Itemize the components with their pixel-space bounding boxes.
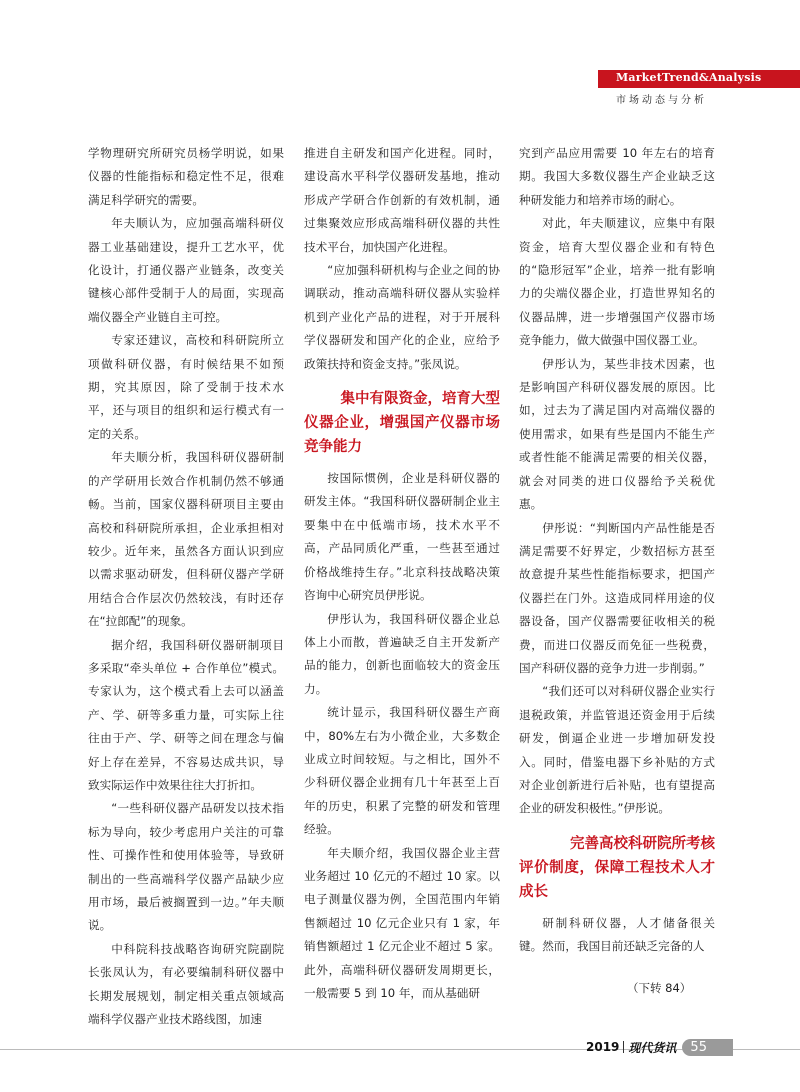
paragraph: 研制科研仪器，人才储备很关键。然而，我国目前还缺乏完备的人 [519, 915, 715, 954]
paragraph: 专家还建议，高校和科研院所立项做科研仪器，有时候结果不如预期，究其原因，除了受制于技术水平，还与项目的组织和运行模式有一定的关系。 [88, 333, 284, 441]
paragraph: 年夫顺介绍，我国仪器企业主营业务超过 10 亿元的不超过 10 家。以电子测量仪器为例，全国范围内年销售额超过 10 亿元企业只有 1 家，年销售额超过 1 亿元企业不超过 5 家。此外，高端科研仪器研发周期更长，一般需要 5 到 10 年，而从基础研 [304, 845, 500, 1000]
page-footer [586, 1037, 733, 1057]
footer-separator [623, 1041, 624, 1053]
paragraph: 年夫顺认为，应加强高端科研仪器工业基础建设，提升工艺水平，优化设计，打通仪器产业链条，改变关键核心部件受制于人的局面，实现高端仪器全产业链自主可控。 [88, 216, 284, 324]
section-heading-2 [519, 832, 715, 904]
paragraph: 对此，年夫顺建议，应集中有限资金，培育大型仪器企业和有特色的“隐形冠军”企业，培养一批有影响力的尖端仪器企业，打造世界知名的仪器品牌，进一步增强国产仪器市场竞争能力，做大做强中国仪器工业。 [519, 216, 715, 348]
section-heading-line: 评价制度，保障工程技术人才成长 [519, 859, 715, 900]
paragraph: 究到产品应用需要 10 年左右的培育期。我国大多数仪器生产企业缺乏这种研发能力和培养市场的耐心。 [519, 146, 715, 207]
paragraph: 中科院科技战略咨询研究院副院长张凤认为，有必要编制科研仪器中长期发展规划，制定相关重点领域高端科学仪器产业技术路线图，加速 [88, 941, 284, 1027]
paragraph: 伊彤认为，我国科研仪器企业总体上小而散，普遍缺乏自主开发新产品的能力，创新也面临较大的资金压力。 [304, 611, 500, 696]
section-heading-line: 集中有限资金，培育大型 [340, 391, 500, 408]
section-header-cn: 市场动态与分析 [616, 95, 707, 106]
column-2 [304, 142, 500, 1005]
paragraph: “一些科研仪器产品研发以技术指标为导向，较少考虑用户关注的可靠性、可操作性和使用体验等，导致研制出的一些高端科学仪器产品缺少应用市场，最后被搁置到一边。”年夫顺说。 [88, 801, 284, 933]
section-heading-1 [304, 387, 500, 459]
paragraph: 据介绍，我国科研仪器研制项目多采取“牵头单位 + 合作单位”模式。专家认为，这个模式看上去可以涵盖产、学、研等多重力量，可实际上往往由于产、学、研等之间在理念与偏好上存在差异，不容易达成共识，导致实际运作中效果往往大打折扣。 [88, 637, 284, 792]
paragraph: 按国际惯例，企业是科研仪器的研发主体。“我国科研仪器研制企业主要集中在中低端市场，技术水平不高，产品同质化严重，一些甚至通过价格战维持生存。”北京科技战略决策咨询中心研究员伊彤说。 [304, 471, 500, 603]
paragraph: 伊彤说：“判断国内产品性能是否满足需要不好界定，少数招标方甚至故意提升某些性能指标要求，把国产仪器拦在门外。这造成同样用途的仪器设备，国产仪器需要征收相关的税费，而进口仪器反而免征一些税费，国产科研仪器的竞争力进一步削弱。” [519, 520, 715, 675]
column-1 [88, 142, 284, 1031]
footer-year: 2019 [586, 1040, 620, 1054]
paragraph: “应加强科研机构与企业之间的协调联动，推动高端科研仪器从实验样机到产业化产品的进程，对于开展科学仪器研发和国产化的企业，应给予政策扶持和资金支持。”张凤说。 [304, 263, 500, 371]
magazine-name: 现代货讯 [628, 1040, 677, 1055]
column-3 [519, 142, 715, 959]
paragraph: 统计显示，我国科研仪器生产商中，80%左右为小微企业，大多数企业成立时间较短。与之相比，国外不少科研仪器企业拥有几十年甚至上百年的历史，积累了完整的研发和管理经验。 [304, 705, 500, 837]
paragraph: 年夫顺分析，我国科研仪器研制的产学研用长效合作机制仍然不够通畅。当前，国家仪器科研项目主要由高校和科研院所承担，企业承担相对较少。近年来，虽然各方面认识到应以需求驱动研发，但科研仪器产学研用结合合作层次仍然较浅，有时还存在“拉郎配”的现象。 [88, 450, 284, 629]
section-heading-line: 完善高校科研院所考核 [570, 835, 715, 852]
section-header-en: MarketTrend&Analysis [616, 71, 762, 84]
paragraph: 学物理研究所研究员杨学明说，如果仪器的性能指标和稳定性不足，很难满足科学研究的需要。 [88, 146, 284, 207]
continued-note: （下转 84） [627, 981, 692, 995]
paragraph: “我们还可以对科研仪器企业实行退税政策，并监管退还资金用于后续研发，倒逼企业进一步增加研发投入。同时，借鉴电器下乡补贴的方式对企业创新进行后补贴，也有望提高企业的研发积极性。”伊彤说。 [519, 684, 715, 816]
section-heading-line: 仪器企业，增强国产仪器市场竞争能力 [304, 415, 500, 456]
paragraph: 推进自主研发和国产化进程。同时，建设高水平科学仪器研发基地，推动形成产学研合作创新的有效机制，通过集聚效应形成高端科研仪器的共性技术平台，加快国产化进程。 [304, 146, 500, 254]
page-number: 55 [682, 1039, 733, 1056]
paragraph: 伊彤认为，某些非技术因素，也是影响国产科研仪器发展的原因。比如，过去为了满足国内对高端仪器的使用需求，如果有些是国内不能生产或者性能不能满足需要的相关仪器，就会对同类的进口仪器给予关税优惠。 [519, 356, 715, 512]
